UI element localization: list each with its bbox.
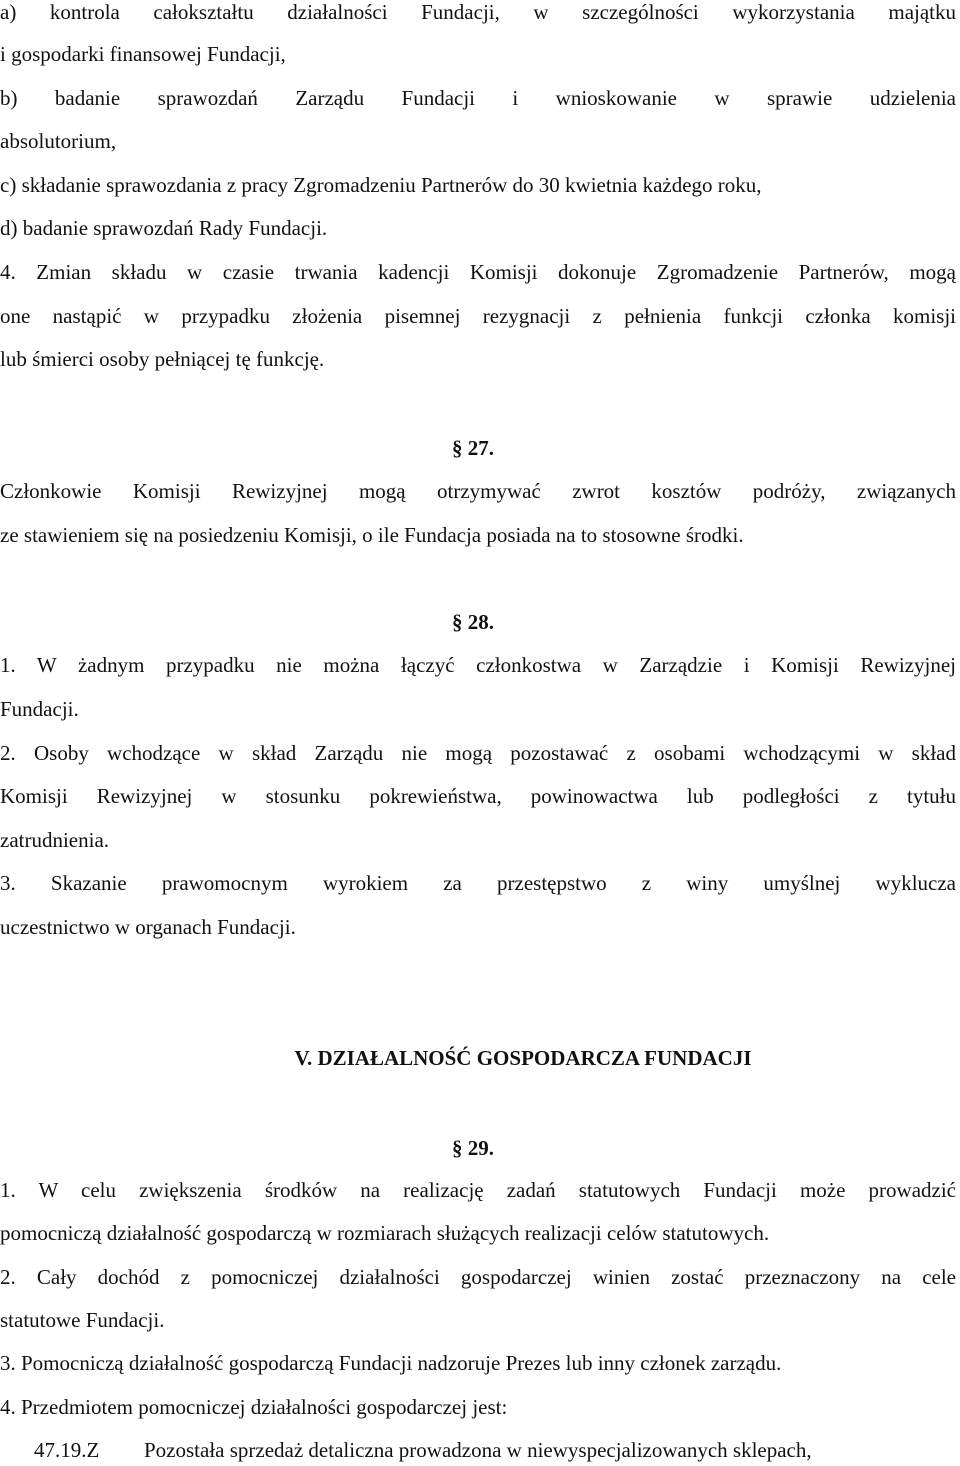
paragraph-line: 4. Zmian składu w czasie trwania kadencji Komisji dokonuje Zgromadzenie Partnerów, mogą — [0, 260, 956, 284]
section-heading: § 28. — [452, 610, 494, 634]
paragraph-line: 4. Przedmiotem pomocniczej działalności gospodarczej jest: — [0, 1395, 508, 1419]
paragraph-line: a) kontrola całokształtu działalności Fundacji, w szczególności wykorzystania majątku — [0, 0, 956, 24]
pkd-description: Pozostała sprzedaż detaliczna prowadzona w niewyspecjalizowanych sklepach, — [144, 1438, 812, 1462]
paragraph-line: lub śmierci osoby pełniącej tę funkcję. — [0, 347, 325, 371]
paragraph-line: absolutorium, — [0, 129, 117, 153]
paragraph-line: Fundacji. — [0, 697, 79, 721]
section-heading: § 29. — [452, 1136, 494, 1160]
paragraph-line: 3. Skazanie prawomocnym wyrokiem za przestępstwo z winy umyślnej wyklucza — [0, 871, 956, 895]
paragraph-line: c) składanie sprawozdania z pracy Zgromadzeniu Partnerów do 30 kwietnia każdego roku, — [0, 173, 762, 197]
paragraph-line: i gospodarki finansowej Fundacji, — [0, 42, 286, 66]
section-heading: § 27. — [452, 436, 494, 460]
paragraph-line: uczestnictwo w organach Fundacji. — [0, 915, 296, 939]
paragraph-line: Komisji Rewizyjnej w stosunku pokrewieństwa, powinowactwa lub podległości z tytułu — [0, 784, 956, 808]
paragraph-line: statutowe Fundacji. — [0, 1308, 165, 1332]
chapter-heading: V. DZIAŁALNOŚĆ GOSPODARCZA FUNDACJI — [294, 1046, 752, 1070]
paragraph-line: pomocniczą działalność gospodarczą w rozmiarach służących realizacji celów statutowych. — [0, 1221, 770, 1245]
paragraph-line: one nastąpić w przypadku złożenia pisemnej rezygnacji z pełnienia funkcji członka komisji — [0, 304, 956, 328]
paragraph-line: Członkowie Komisji Rewizyjnej mogą otrzymywać zwrot kosztów podróży, związanych — [0, 479, 956, 503]
paragraph-line: b) badanie sprawozdań Zarządu Fundacji i wnioskowanie w sprawie udzielenia — [0, 86, 956, 110]
paragraph-line: 2. Osoby wchodzące w skład Zarządu nie mogą pozostawać z osobami wchodzącymi w skład — [0, 741, 956, 765]
paragraph-line: ze stawieniem się na posiedzeniu Komisji, o ile Fundacja posiada na to stosowne środki. — [0, 523, 744, 547]
paragraph-line: 2. Cały dochód z pomocniczej działalności gospodarczej winien zostać przeznaczony na cele — [0, 1265, 956, 1289]
paragraph-line: 1. W celu zwiększenia środków na realizację zadań statutowych Fundacji może prowadzić — [0, 1178, 956, 1202]
paragraph-line: d) badanie sprawozdań Rady Fundacji. — [0, 216, 328, 240]
paragraph-line: 1. W żadnym przypadku nie można łączyć członkostwa w Zarządzie i Komisji Rewizyjnej — [0, 653, 956, 677]
paragraph-line: zatrudnienia. — [0, 828, 110, 852]
pkd-code: 47.19.Z — [34, 1438, 100, 1462]
paragraph-line: 3. Pomocniczą działalność gospodarczą Fundacji nadzoruje Prezes lub inny członek zarządu. — [0, 1351, 782, 1375]
